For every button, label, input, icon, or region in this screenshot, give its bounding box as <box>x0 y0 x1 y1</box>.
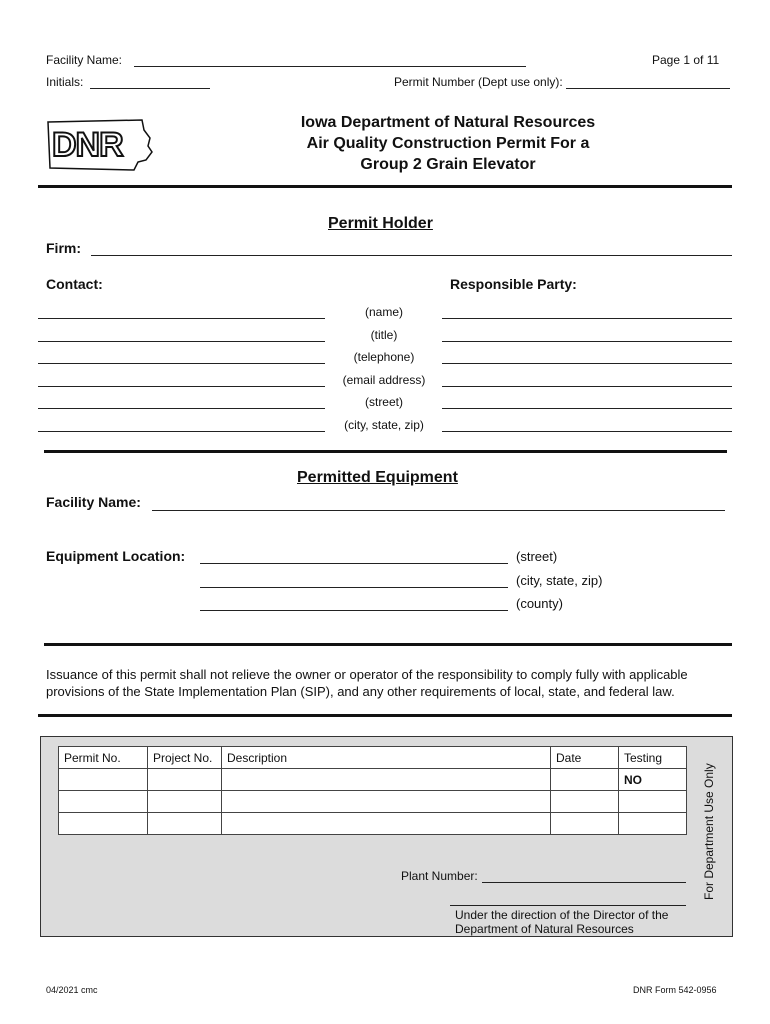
contact-name-field[interactable] <box>38 318 325 319</box>
facility-name-label: Facility Name: <box>46 53 123 67</box>
responsible-telephone-field[interactable] <box>442 363 732 364</box>
description-cell[interactable] <box>222 791 551 813</box>
project-no-cell[interactable] <box>148 769 222 791</box>
location-county-field[interactable] <box>200 610 508 611</box>
dnr-logo-image <box>44 112 156 174</box>
dnr-logo <box>44 112 156 174</box>
firm-field[interactable] <box>91 255 732 256</box>
facility-name-field[interactable] <box>134 66 526 67</box>
contact-title-field[interactable] <box>38 341 325 342</box>
page-indicator: Page 1 of 11 <box>652 53 720 67</box>
contact-label: Contact: <box>46 276 103 292</box>
contact-city-field[interactable] <box>38 431 325 432</box>
responsible-party-label: Responsible Party: <box>450 276 577 292</box>
permit-table <box>58 746 687 835</box>
footer-form-number: DNR Form 542-0956 <box>633 985 717 995</box>
holder-divider <box>44 450 727 453</box>
notice-text <box>46 666 736 700</box>
title-divider <box>38 185 732 188</box>
location-county-label: (county) <box>516 596 563 611</box>
equipment-location-label: Equipment Location: <box>46 548 186 564</box>
project-no-cell[interactable] <box>148 791 222 813</box>
telephone-label: (telephone) <box>353 350 415 364</box>
col-date: Date <box>551 747 619 769</box>
title-line-1: Iowa Department of Natural Resources <box>300 114 596 131</box>
director-caption <box>455 908 668 936</box>
location-street-field[interactable] <box>200 563 508 564</box>
title-line-2: Air Quality Construction Permit For a <box>306 135 590 152</box>
permit-table-header <box>59 747 687 769</box>
testing-cell[interactable] <box>619 813 687 835</box>
responsible-email-field[interactable] <box>442 386 732 387</box>
description-cell[interactable] <box>222 813 551 835</box>
description-cell[interactable] <box>222 769 551 791</box>
title-line-3: Group 2 Grain Elevator <box>360 156 536 173</box>
equipment-facility-field[interactable] <box>152 510 725 511</box>
department-use-side-label: For Department Use Only <box>702 763 716 900</box>
responsible-name-field[interactable] <box>442 318 732 319</box>
contact-email-field[interactable] <box>38 386 325 387</box>
responsible-city-field[interactable] <box>442 431 732 432</box>
initials-field[interactable] <box>90 88 210 89</box>
contact-telephone-field[interactable] <box>38 363 325 364</box>
email-label: (email address) <box>342 373 426 387</box>
col-permit-no: Permit No. <box>59 747 148 769</box>
permit-number-field[interactable] <box>566 88 730 89</box>
permit-no-cell[interactable] <box>59 791 148 813</box>
permit-holder-heading: Permit Holder <box>328 215 433 232</box>
director-signature-line[interactable] <box>450 905 686 906</box>
form-title <box>260 112 636 175</box>
permit-number-label: Permit Number (Dept use only): <box>394 75 563 89</box>
notice-line-2: provisions of the State Implementation Plan (SIP), and any other requirements of local, state, and federal law. <box>46 684 675 699</box>
table-row <box>59 813 687 835</box>
plant-number-label: Plant Number: <box>401 869 478 883</box>
notice-line-1: Issuance of this permit shall not relieve the owner or operator of the responsibility to comply fully with applicable <box>46 667 688 682</box>
permit-no-cell[interactable] <box>59 813 148 835</box>
testing-cell[interactable]: NO <box>619 769 687 791</box>
initials-label: Initials: <box>46 75 84 89</box>
table-row <box>59 791 687 813</box>
permit-no-cell[interactable] <box>59 769 148 791</box>
responsible-title-field[interactable] <box>442 341 732 342</box>
location-street-label: (street) <box>516 549 558 564</box>
responsible-street-field[interactable] <box>442 408 732 409</box>
date-cell[interactable] <box>551 813 619 835</box>
col-testing: Testing <box>619 747 687 769</box>
title-label: (title) <box>370 328 398 342</box>
equipment-divider <box>44 643 732 646</box>
permitted-equipment-heading: Permitted Equipment <box>297 469 458 486</box>
plant-number-field[interactable] <box>482 882 686 883</box>
city-label: (city, state, zip) <box>344 418 424 432</box>
location-city-field[interactable] <box>200 587 508 588</box>
director-line-2: Department of Natural Resources <box>455 922 634 936</box>
col-description: Description <box>222 747 551 769</box>
equipment-facility-label: Facility Name: <box>46 494 141 510</box>
table-row <box>59 769 687 791</box>
notice-divider <box>38 714 732 717</box>
contact-street-field[interactable] <box>38 408 325 409</box>
footer-date: 04/2021 cmc <box>46 985 98 995</box>
firm-label: Firm: <box>46 240 81 256</box>
testing-cell[interactable] <box>619 791 687 813</box>
col-project-no: Project No. <box>148 747 222 769</box>
date-cell[interactable] <box>551 791 619 813</box>
date-cell[interactable] <box>551 769 619 791</box>
name-label: (name) <box>364 305 403 319</box>
dnr-logo-text: DNR <box>52 126 123 164</box>
street-label: (street) <box>364 395 403 409</box>
project-no-cell[interactable] <box>148 813 222 835</box>
location-city-label: (city, state, zip) <box>516 573 603 588</box>
director-line-1: Under the direction of the Director of the <box>455 908 669 922</box>
